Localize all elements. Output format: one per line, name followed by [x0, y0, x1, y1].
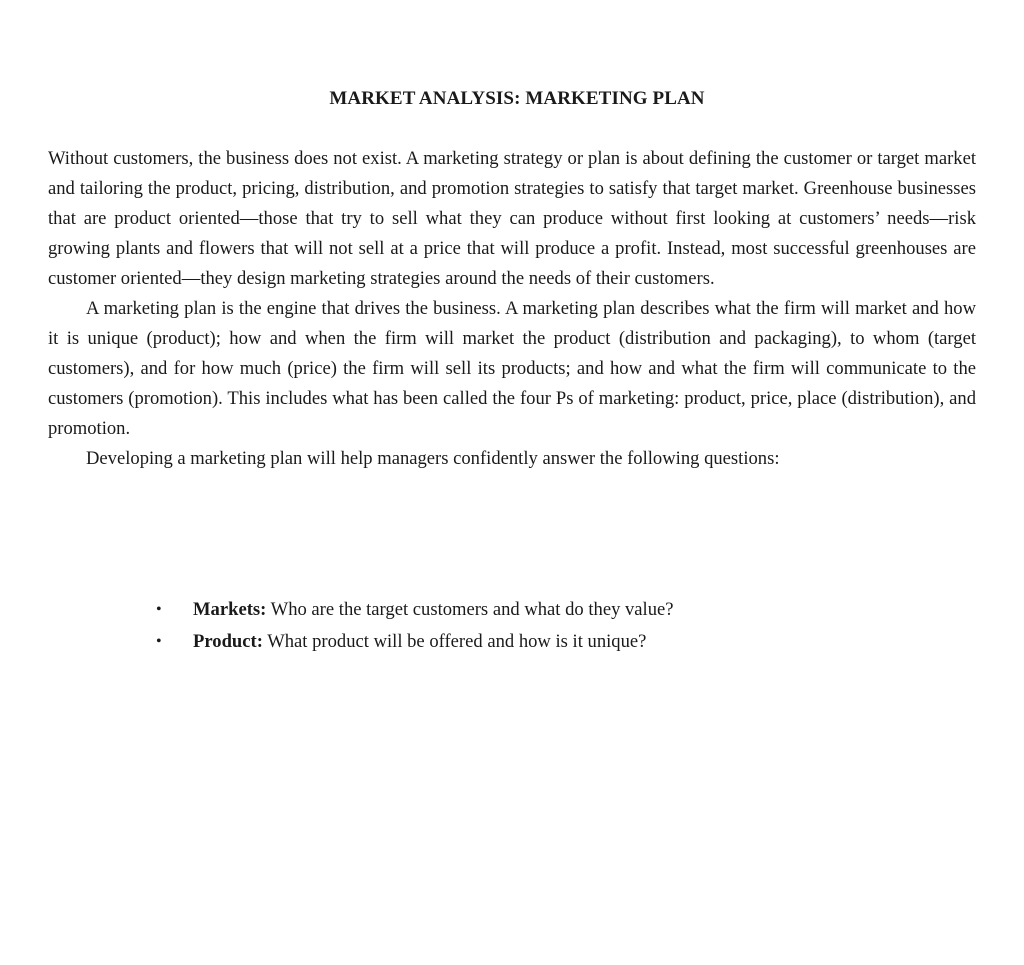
bullet-icon: • [156, 601, 162, 618]
questions-list [150, 594, 970, 658]
paragraph-marketing-plan: A marketing plan is the engine that drives the business. A marketing plan describes what the firm will market and how it is unique (product); how and when the firm will market the product (distribution and packaging), to whom (target customers), and for how much (price) the firm will sell its products; and how and what the firm will communicate to the customers (promotion). This includes what has been called the four Ps of marketing: product, price, place (distribution), and promotion. [48, 298, 976, 439]
paragraph-customers: Without customers, the business does not exist. A marketing strategy or plan is about defining the customer or target market and tailoring the product, pricing, distribution, and promotion strategies to satisfy that target market. Greenhouse businesses that are product oriented—those that try to sell what they can produce without first looking at customers’ needs—risk growing plants and flowers that will not sell at a price that will produce a profit. Instead, most successful greenhouses are customer oriented—they design marketing strategies around the needs of their customers. [48, 148, 976, 289]
bullet-term-markets: Markets: [193, 599, 267, 620]
paragraph-questions-intro: Developing a marketing plan will help managers confidently answer the following questions: [86, 448, 780, 469]
list-item-product [150, 626, 970, 658]
bullet-term-product: Product: [193, 631, 263, 652]
list-item-markets [150, 594, 970, 626]
document-title: MARKET ANALYSIS: MARKETING PLAN [329, 88, 705, 109]
document-body [48, 144, 976, 474]
bullet-icon: • [156, 633, 162, 650]
bullet-text-product: What product will be offered and how is it unique? [262, 631, 647, 652]
bullet-text-markets: Who are the target customers and what do they value? [266, 599, 674, 620]
